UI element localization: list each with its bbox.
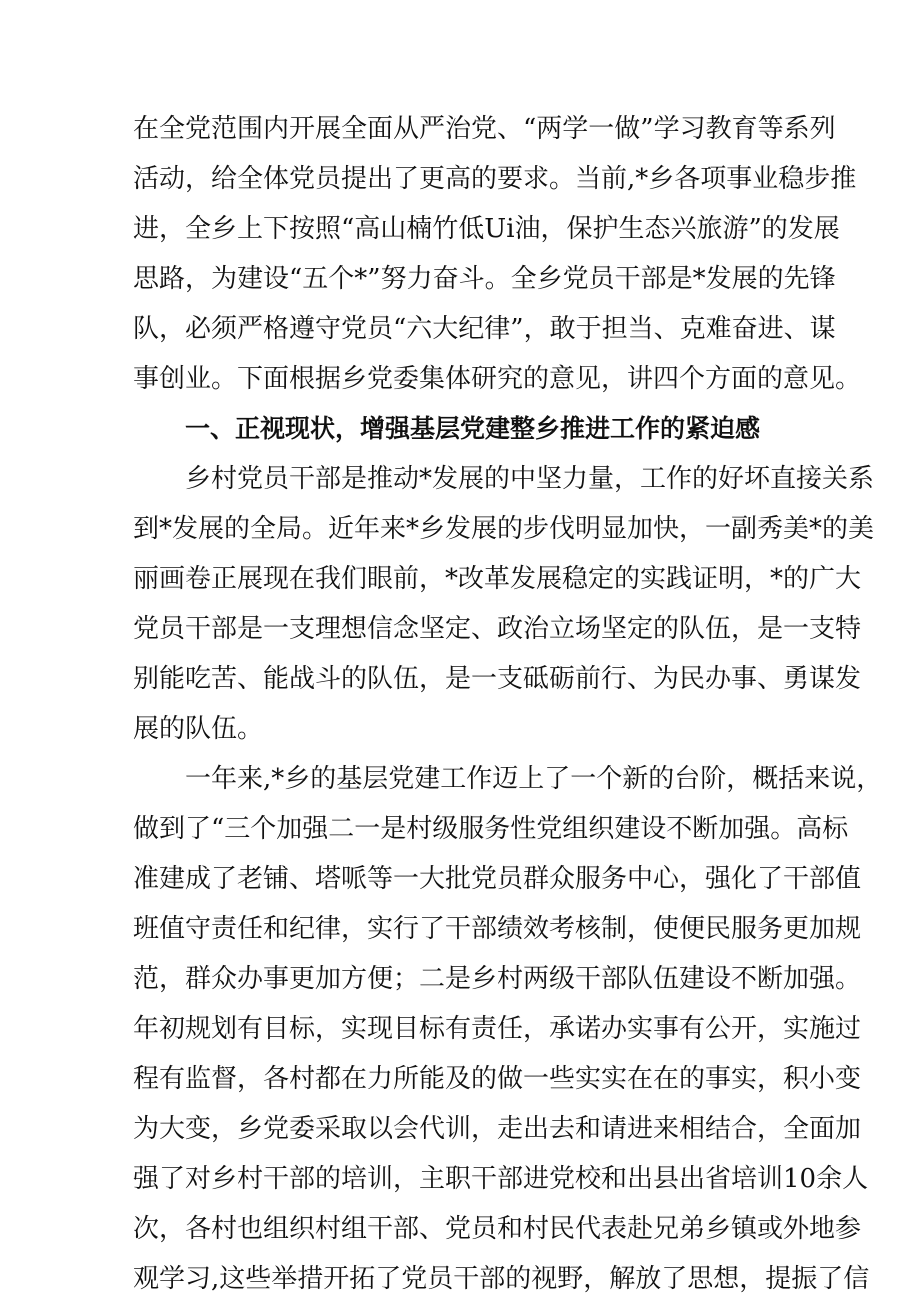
text-line: 做到了“三个加强二一是村级服务性党组织建设不断加强。高标 [133, 814, 849, 844]
text-line: 程有监督，各村都在力所能及的做一些实实在在的事实，积小变 [133, 1064, 862, 1094]
text-line: 范，群众办事更加方便；二是乡村两级干部队伍建设不断加强。 [133, 964, 862, 994]
text-line: 别能吃苦、能战斗的队伍，是一支砥砺前行、为民办事、勇谋发 [133, 664, 862, 694]
text-line: 一年来,*乡的基层党建工作迈上了一个新的台阶，概括来说， [185, 764, 883, 794]
text-line: 思路，为建设“五个*”努力奋斗。全乡党员干部是*发展的先锋 [133, 264, 836, 294]
text-line: 事创业。下面根据乡党委集体研究的意见，讲四个方面的意见。 [133, 364, 862, 394]
text-line: 到*发展的全局。近年来*乡发展的步伐明显加快，一副秀美*的美 [133, 514, 875, 544]
section-heading: 一、正视现状，增强基层党建整乡推进工作的紧迫感 [185, 414, 761, 443]
text-line: 队，必须严格遵守党员“六大纪律”，敢于担当、克难奋进、谋 [133, 314, 836, 344]
text-line: 强了对乡村干部的培训，主职干部进党校和出县出省培训10余人 [133, 1164, 869, 1194]
text-line: 在全党范围内开展全面从严治党、“两学一做”学习教育等系列 [133, 114, 836, 144]
text-line: 为大变，乡党委采取以会代训，走出去和请进来相结合，全面加 [133, 1114, 862, 1144]
text-line: 准建成了老铺、塔哌等一大批党员群众服务中心，强化了干部值 [133, 864, 862, 894]
text-line: 次，各村也组织村组干部、党员和村民代表赴兄弟乡镇或外地参 [133, 1214, 862, 1244]
text-line: 进，全乡上下按照“高山楠竹低Ui油，保护生态兴旅游”的发展 [133, 214, 840, 244]
text-line: 丽画卷正展现在我们眼前，*改革发展稳定的实践证明，*的广大 [133, 564, 862, 594]
text-line: 乡村党员干部是推动*发展的中坚力量，工作的好坏直接关系 [185, 464, 875, 494]
text-line: 班值守责任和纪律，实行了干部绩效考核制，使便民服务更加规 [133, 914, 862, 944]
text-line: 活动，给全体党员提出了更高的要求。当前,*乡各项事业稳步推 [133, 164, 857, 194]
text-line: 年初规划有目标，实现目标有责任，承诺办实事有公开，实施过 [133, 1014, 862, 1044]
text-line: 党员干部是一支理想信念坚定、政治立场坚定的队伍，是一支特 [133, 614, 862, 644]
text-line: 观学习,这些举措开拓了党员干部的视野，解放了思想，提振了信 [133, 1264, 870, 1294]
text-line: 展的队伍。 [133, 714, 264, 744]
